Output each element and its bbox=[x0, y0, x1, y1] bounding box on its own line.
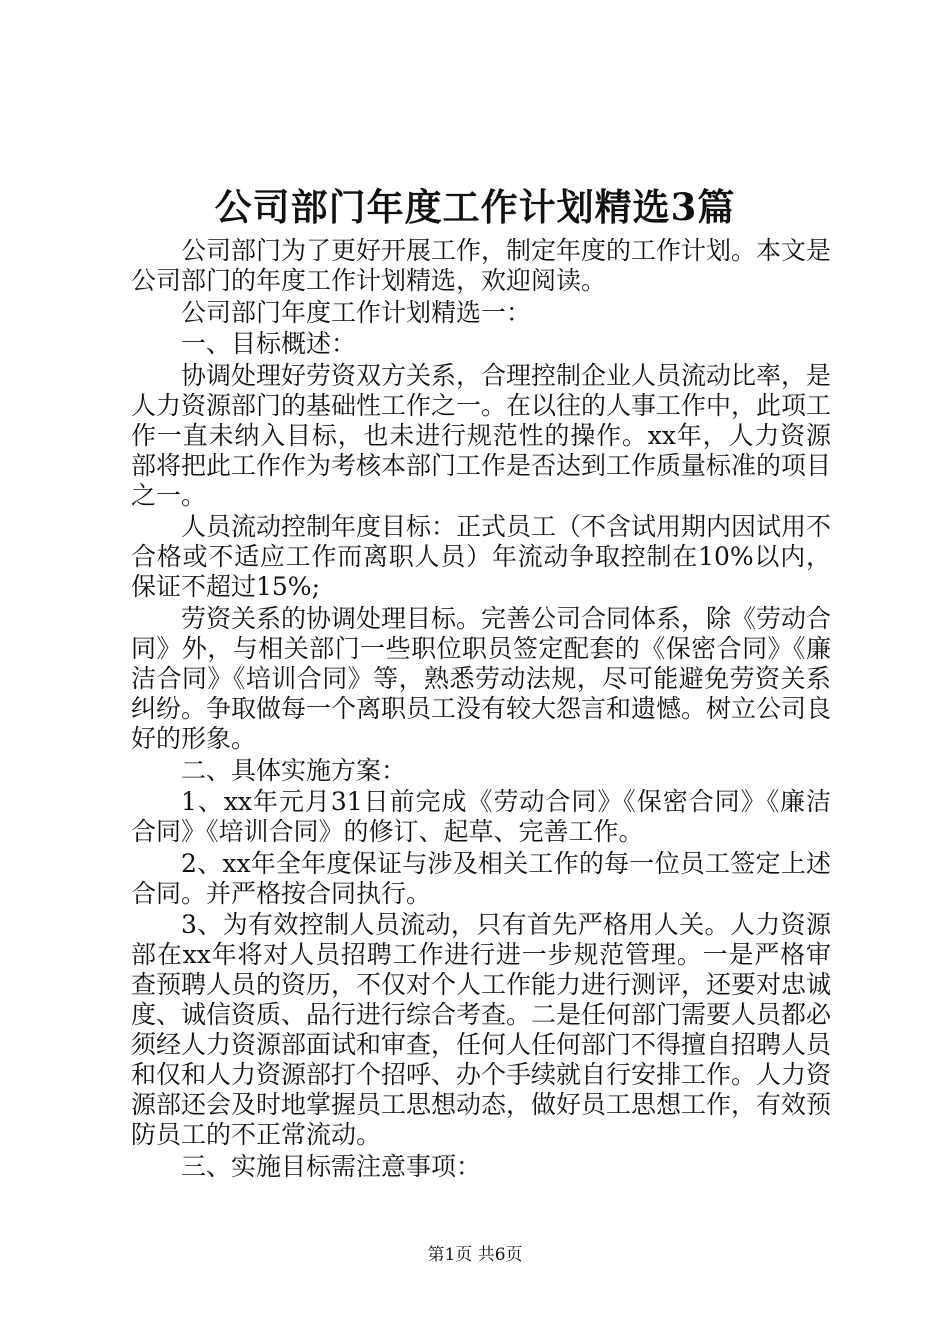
document-title: 公司部门年度工作计划精选3篇 bbox=[214, 185, 736, 229]
paragraph: 3、为有效控制人员流动，只有首先严格用人关。人力资源部在xx年将对人员招聘工作进行进一步规范管理。一是严格审查预聘人员的资历，不仅对个人工作能力进行测评，还要对忠诚度、诚信资质、品行进行综合考查。二是任何部门需要人员都必须经人力资源部面试和审查，任何人任何部门不得擅自招聘人员和仅和人力资源部打个招呼、办个手续就自行安排工作。人力资源部还会及时地掌握员工思想动态，做好员工思想工作，有效预防员工的不正常流动。 bbox=[131, 910, 832, 1150]
paragraph: 协调处理好劳资双方关系，合理控制企业人员流动比率，是人力资源部门的基础性工作之一。在以往的人事工作中，此项工作一直未纳入目标，也未进行规范性的操作。xx年，人力资源部将把此工作作为考核本部门工作是否达到工作质量标准的项目之一。 bbox=[131, 360, 832, 510]
paragraph-heading-2: 二、具体实施方案： bbox=[181, 755, 407, 785]
document-body bbox=[131, 236, 831, 1184]
paragraph: 1、xx年元月31日前完成《劳动合同》《保密合同》《廉洁合同》《培训合同》的修订、起草、完善工作。 bbox=[131, 787, 831, 847]
paragraph-heading-1: 一、目标概述： bbox=[181, 329, 357, 359]
paragraph-intro: 公司部门为了更好开展工作，制定年度的工作计划。本文是公司部门的年度工作计划精选，欢迎阅读。 bbox=[131, 236, 832, 295]
page-footer: 第1页 共6页 bbox=[427, 1245, 523, 1265]
paragraph: 劳资关系的协调处理目标。完善公司合同体系，除《劳动合同》外，与相关部门一些职位职员签定配套的《保密合同》《廉洁合同》《培训合同》等，熟悉劳动法规，尽可能避免劳资关系纠纷。争取做每一个离职员工没有较大怨言和遗憾。树立公司良好的形象。 bbox=[131, 603, 832, 753]
paragraph-section-heading: 公司部门年度工作计划精选一： bbox=[181, 297, 532, 327]
paragraph: 2、xx年全年度保证与涉及相关工作的每一位员工签定上述合同。并严格按合同执行。 bbox=[131, 848, 831, 908]
paragraph: 人员流动控制年度目标：正式员工（不含试用期内因试用不合格或不适应工作而离职人员）年流动争取控制在10%以内，保证不超过15%; bbox=[131, 512, 832, 602]
paragraph-heading-3: 三、实施目标需注意事项： bbox=[181, 1151, 482, 1181]
